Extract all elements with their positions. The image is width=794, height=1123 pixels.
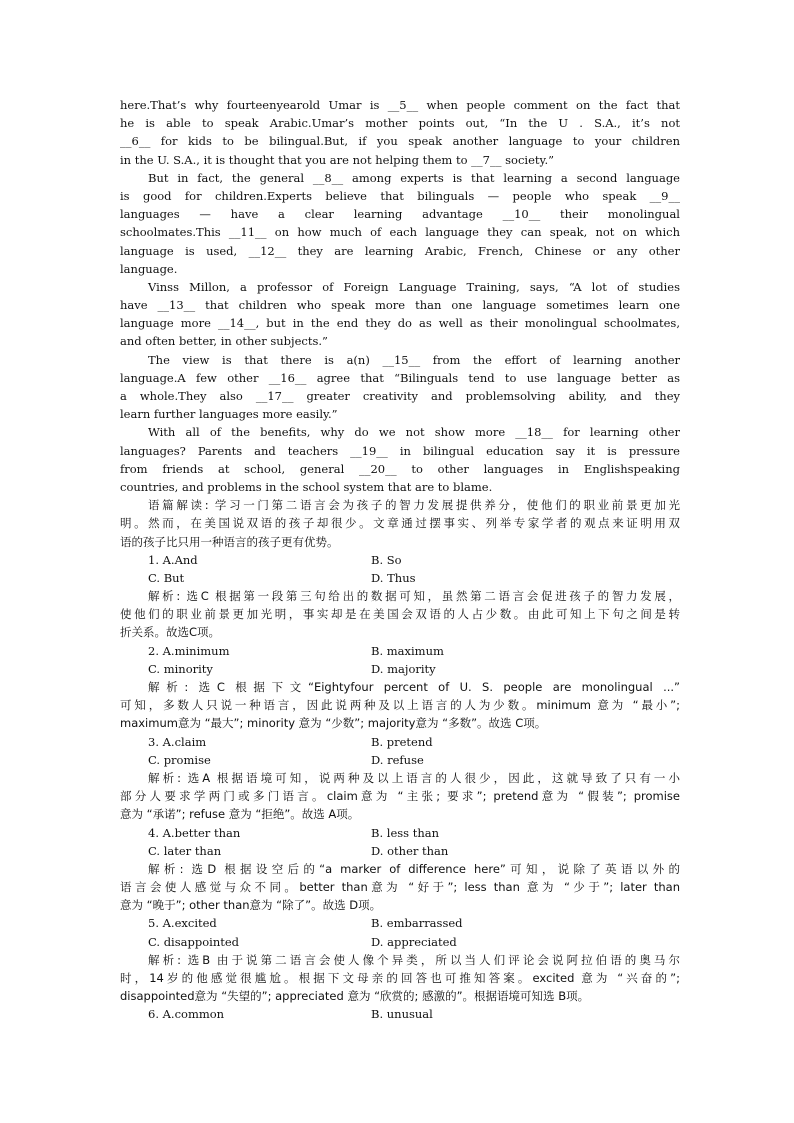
analysis-line: 意为 “承诺”; refuse 意为 “拒绝”。故选 A项。 <box>120 807 360 822</box>
passage-line: from friends at school, general __20__ to other languages in Englishspeaking <box>120 461 680 476</box>
option-label: B. unusual <box>371 1007 433 1022</box>
options-row <box>120 914 680 932</box>
option-label: 5. A.excited <box>148 916 217 931</box>
option-label: B. So <box>371 552 402 567</box>
options-row <box>120 569 680 587</box>
passage-line: language is used, __12__ they are learning Arabic, French, Chinese or any other <box>120 243 680 258</box>
option-label: C. disappointed <box>148 934 240 949</box>
passage-line: __6__ for kids to be bilingual.But, if you speak another language to your children <box>120 134 680 149</box>
option-label: B. maximum <box>371 643 444 658</box>
options-row <box>120 842 680 860</box>
analysis-line: 使他们的职业前景更加光明，事实却是在美国会双语的人占少数。由此可知上下句之间是转 <box>120 607 680 622</box>
analysis-line: 可知，多数人只说一种语言，因此说两种及以上语言的人为少数。minimum 意为 “最小”; <box>120 698 680 713</box>
options-row <box>120 733 680 751</box>
option-label: B. pretend <box>371 734 433 749</box>
option-label: D. Thus <box>371 570 416 585</box>
passage-line: here.That’s why fourteenyearold Umar is __5__ when people comment on the fact that <box>120 98 680 112</box>
passage-line: With all of the benefits, why do we not show more __18__ for learning other <box>148 425 680 440</box>
analysis-line: maximum意为 “最大”; minority 意为 “少数”; majority意为 “多数”。故选 C项。 <box>120 716 547 731</box>
analysis-line: 语言会使人感觉与众不同。better than意为 “好于”; less than 意为 “少于”; later than <box>120 880 680 895</box>
option-label: 4. A.better than <box>148 825 241 840</box>
option-label: D. appreciated <box>371 934 457 949</box>
passage-line: language.A few other __16__ agree that “Bilinguals tend to use language better as <box>120 370 680 385</box>
options-row <box>120 551 680 569</box>
passage-line: The view is that there is a(n) __15__ from the effort of learning another <box>148 352 680 367</box>
document-page <box>120 96 680 1024</box>
analysis-line: 时，14岁的他感觉很尴尬。根据下文母亲的回答也可推知答案。excited 意为 “兴奋的”; <box>120 971 680 985</box>
option-label: 1. A.And <box>148 552 198 567</box>
option-label: D. majority <box>371 661 436 676</box>
option-label: B. less than <box>371 825 439 840</box>
passage-line: schoolmates.This __11__ on how much of each language they can speak, not on which <box>120 225 680 240</box>
passage-line: language more __14__, but in the end they do as well as their monolingual schoolmates, <box>120 316 680 331</box>
passage-line: learn further languages more easily.” <box>120 407 338 422</box>
passage-line: Vinss Millon, a professor of Foreign Language Training, says, “A lot of studies <box>148 279 680 294</box>
options-row <box>120 642 680 660</box>
passage-line: and often better, in other subjects.” <box>120 334 328 349</box>
passage-line: is good for children.Experts believe that bilinguals — people who speak __9__ <box>120 188 680 203</box>
option-label: C. minority <box>148 661 213 676</box>
option-label: D. other than <box>371 843 449 858</box>
options-row <box>120 751 680 769</box>
passage-line: have __13__ that children who speak more than one language sometimes learn one <box>120 298 680 313</box>
options-row <box>120 1005 680 1023</box>
passage-line: languages? Parents and teachers __19__ in bilingual education say it is pressure <box>120 443 680 458</box>
options-row <box>120 933 680 951</box>
analysis-line: 解析: 选D 根据设空后的“a marker of difference here”可知，说除了英语以外的 <box>148 861 680 876</box>
passage-line: he is able to speak Arabic.Umar’s mother points out, “In the U . S.A., it’s not <box>120 116 680 131</box>
option-label: 3. A.claim <box>148 734 207 749</box>
option-label: C. promise <box>148 752 211 767</box>
analysis-line: 解析: 选C 根据下文“Eightyfour percent of U. S. people are monolingual ...” <box>148 680 680 694</box>
passage-line: language. <box>120 261 178 276</box>
analysis-line: 解析: 选B 由于说第二语言会使人像个异类，所以当人们评论会说阿拉伯语的奥马尔 <box>148 952 680 967</box>
option-label: C. But <box>148 570 185 585</box>
analysis-line: disappointed意为 “失望的”; appreciated 意为 “欣赏的; 感激的”。根据语境可知选 B项。 <box>120 989 590 1004</box>
summary-line: 语的孩子比只用一种语言的孩子更有优势。 <box>120 534 339 549</box>
passage-line: But in fact, the general __8__ among experts is that learning a second language <box>148 170 680 185</box>
option-label: D. refuse <box>371 752 424 767</box>
passage-line: countries, and problems in the school system that are to blame. <box>120 479 493 494</box>
summary-line: 明。然而，在美国说双语的孩子却很少。文章通过摆事实、列举专家学者的观点来证明用双 <box>120 516 680 531</box>
options-row <box>120 660 680 678</box>
option-label: B. embarrassed <box>371 916 463 931</box>
passage-line: languages — have a clear learning advantage __10__ their monolingual <box>120 207 680 222</box>
analysis-line: 解析: 选C 根据第一段第三句给出的数据可知，虽然第二语言会促进孩子的智力发展， <box>148 589 680 604</box>
analysis-line: 解析: 选A 根据语境可知，说两种及以上语言的人很少，因此，这就导致了只有一小 <box>148 770 680 785</box>
option-label: 2. A.minimum <box>148 643 230 658</box>
passage-line: in the U. S.A., it is thought that you are not helping them to __7__ society.” <box>120 152 555 167</box>
summary-line: 语篇解读: 学习一门第二语言会为孩子的智力发展提供养分，使他们的职业前景更加光 <box>148 498 680 513</box>
analysis-line: 意为 “晚于”; other than意为 “除了”。故选 D项。 <box>120 898 382 913</box>
analysis-line: 折关系。故选C项。 <box>120 625 221 640</box>
options-row <box>120 824 680 842</box>
passage-line: a whole.They also __17__ greater creativity and problemsolving ability, and they <box>120 389 680 403</box>
analysis-line: 部分人要求学两门或多门语言。claim意为 “主张; 要求”; pretend意为 “假装”; promise <box>120 789 680 804</box>
option-label: 6. A.common <box>148 1007 225 1022</box>
option-label: C. later than <box>148 843 222 858</box>
